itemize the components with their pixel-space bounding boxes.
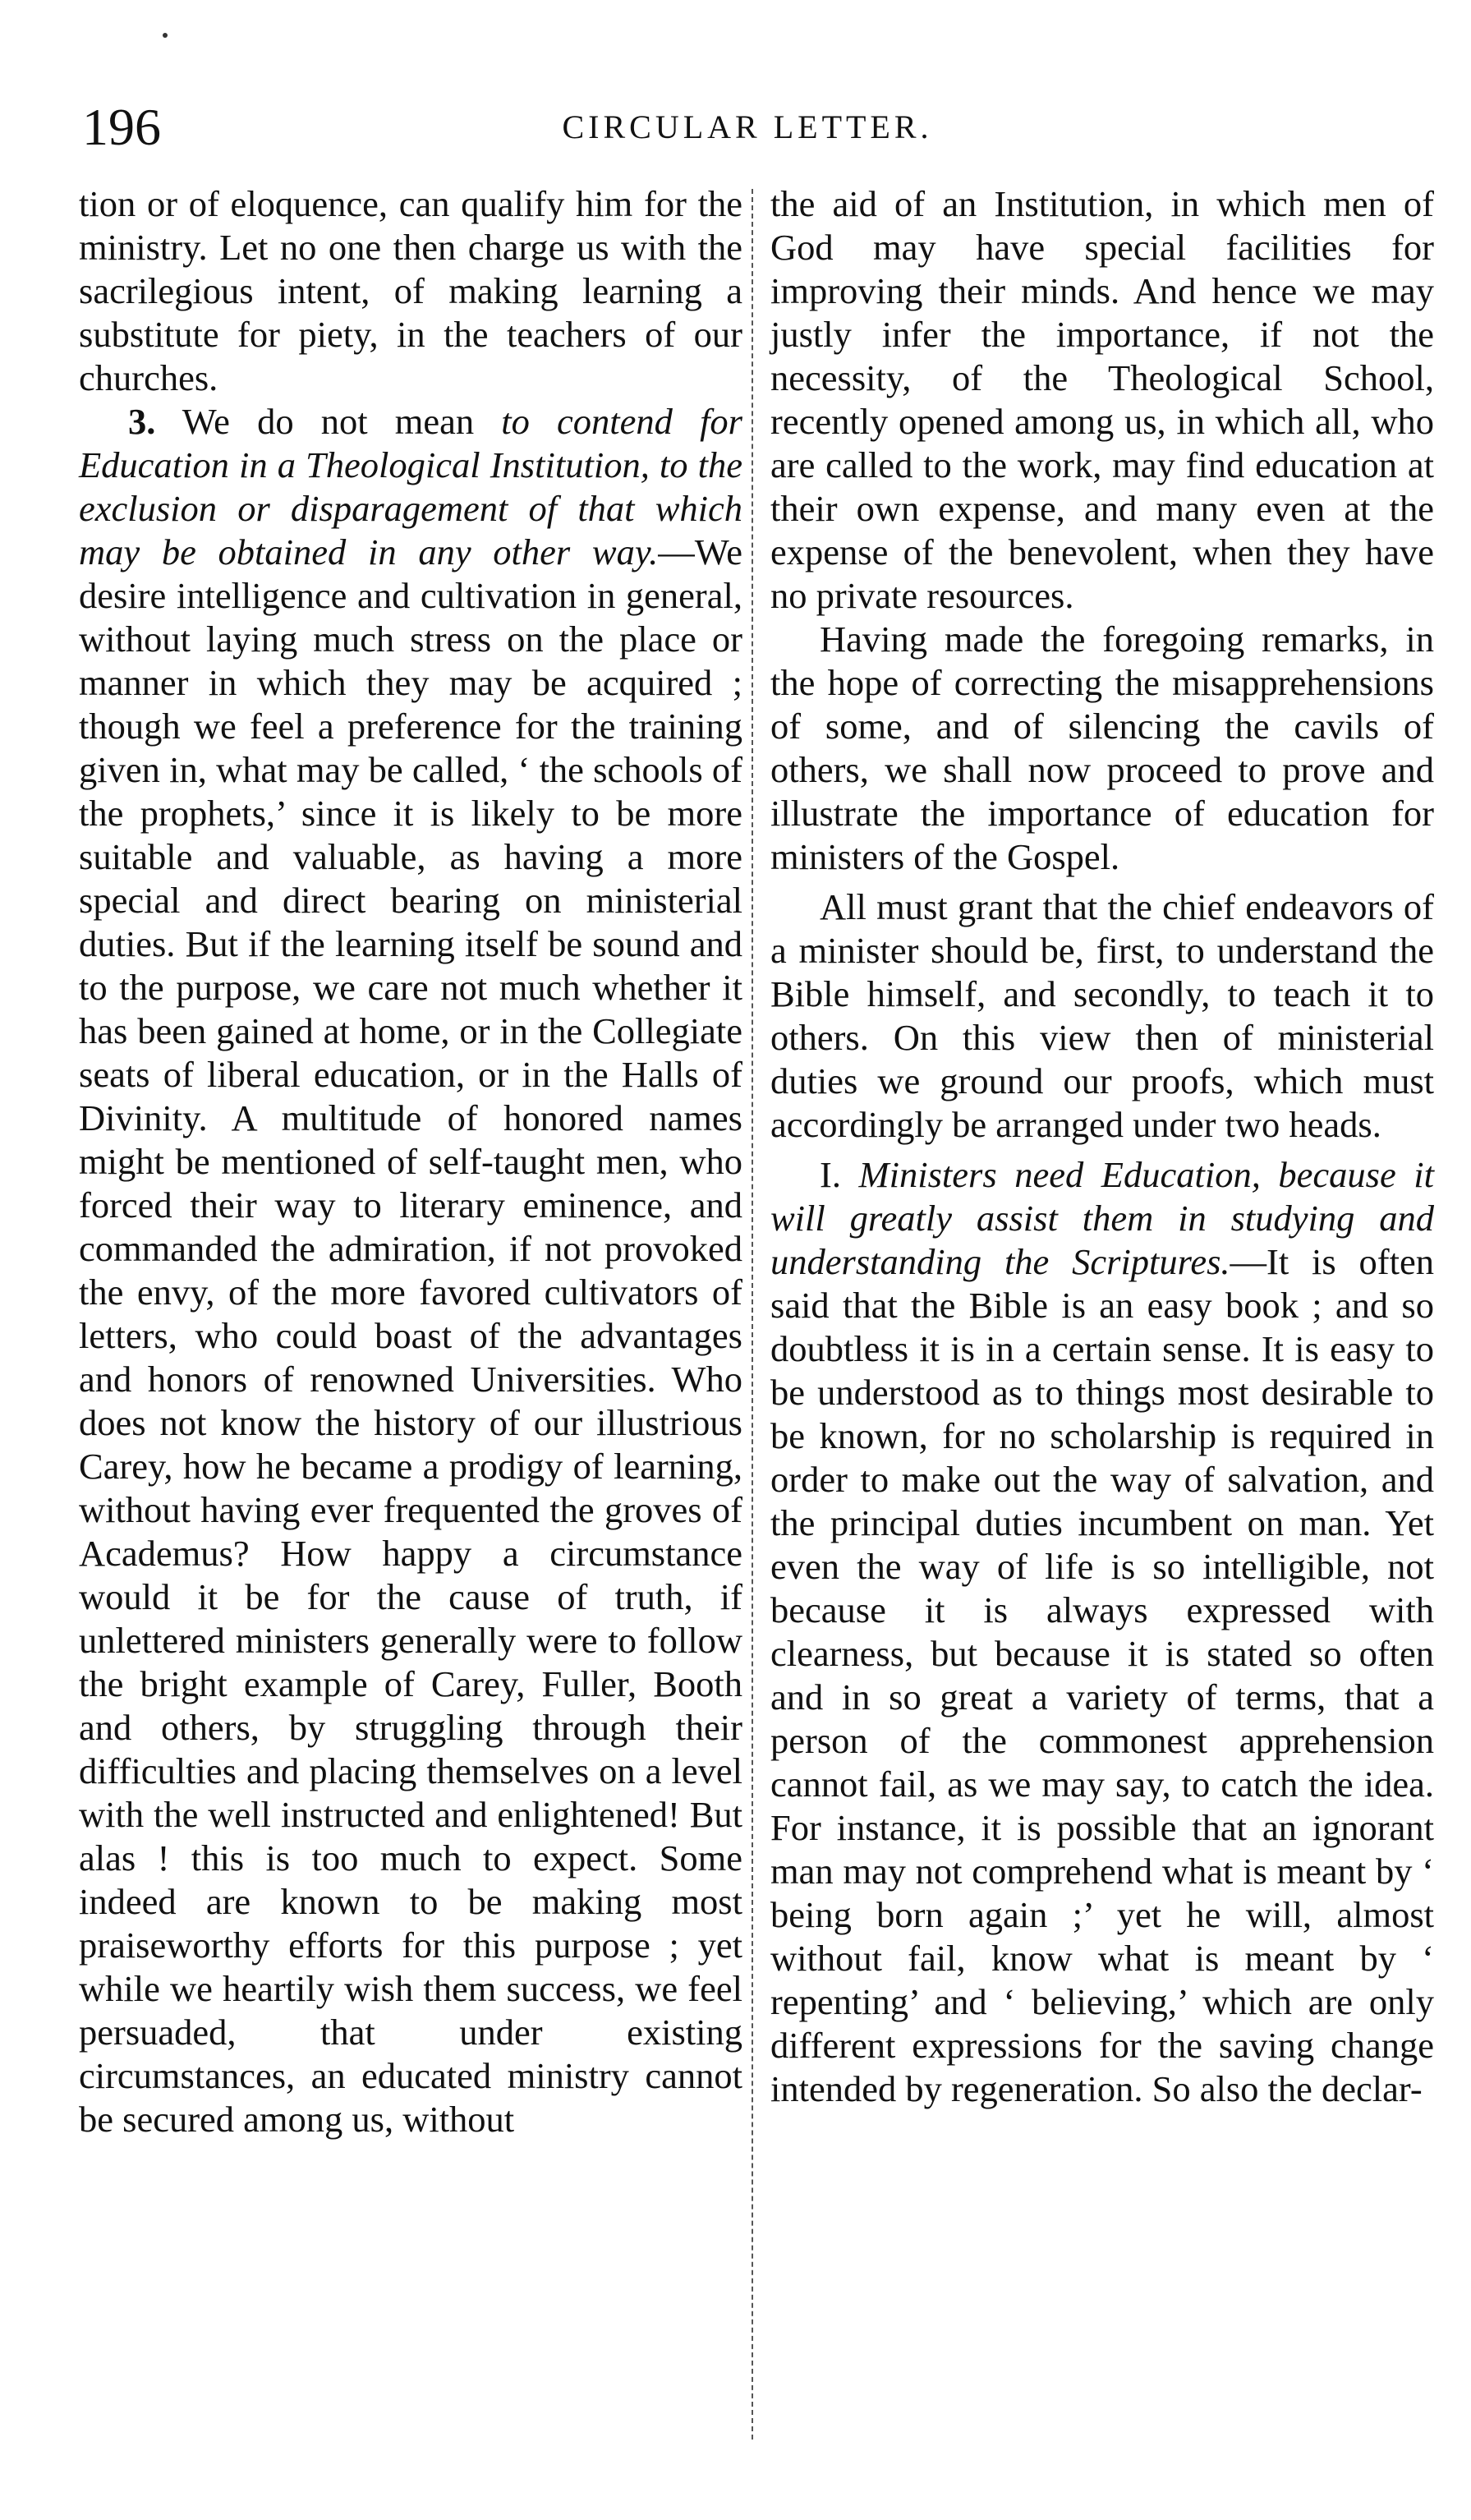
page-header	[82, 90, 1413, 164]
paragraph-body: —It is often said that the Bible is an easy book ; and so doubtless it is in a certain sense. It is easy to be understood as to things most desirable to be known, for no scholarship is required in order to make out the way of salvation, and the principal duties incumbent on man. Yet even the way of life is so intelligible, not because it is always expressed with clearness, but because it is stated so often and in so great a variety of terms, that a person of the commonest apprehension cannot fail, as we may say, to catch the idea. For instance, it is possible that an ignorant man may not comprehend what is meant by ‘ being born again ;’ yet he will, almost without fail, know what is meant by ‘ repenting’ and ‘ believing,’ which are only different expressions for the saving change intended by regeneration. So also the declar-	[770, 1241, 1434, 2109]
right-column	[770, 182, 1434, 2449]
column-divider	[752, 189, 753, 2440]
right-paragraph-4	[770, 1153, 1434, 2111]
paragraph-lead: We do not mean	[182, 401, 475, 442]
left-column	[79, 182, 742, 2449]
italic-thesis: to contend for Education in a Theological Institution, to the exclusion or disparagement of that which may be obtained in any other way.	[79, 401, 742, 573]
left-paragraph-1: tion or of eloquence, can qualify him for the ministry. Let no one then charge us with the sacrilegious intent, of making learning a substitute for piety, in the teachers of our churches.	[79, 183, 742, 398]
section-number: I.	[820, 1154, 841, 1195]
right-paragraph-2: Having made the foregoing remarks, in the hope of correcting the misapprehensions of some, and of silencing the cavils of others, we shall now proceed to prove and illustrate the importance of education for ministers of the Gospel.	[770, 619, 1434, 877]
left-paragraph-2	[79, 400, 742, 2141]
right-paragraph-3: All must grant that the chief endeavors of a minister should be, first, to understand the Bible himself, and secondly, to teach it to others. On this view then of ministerial duties we ground our proofs, which must accordingly be arranged under two heads.	[770, 886, 1434, 1145]
right-paragraph-1: the aid of an Institution, in which men of God may have special facilities for improving their minds. And hence we may justly infer the importance, if not the necessity, of the Theological School, recently opened among us, in which all, who are called to the work, may find education at their own expense, and many even at the expense of the benevolent, when they have no private resources.	[770, 183, 1434, 616]
ink-speck	[163, 33, 168, 38]
section-number: 3.	[128, 401, 156, 442]
running-head: CIRCULAR LETTER.	[562, 108, 933, 145]
page-number: 196	[82, 98, 161, 156]
italic-heading: Ministers need Education, because it will greatly assist them in studying and understanding the Scriptures.	[770, 1154, 1435, 1282]
paragraph-body: —We desire intelligence and cultivation in general, without laying much stress on the place or manner in which they may be acquired ; though we feel a preference for the training given in, what may be called, ‘ the schools of the prophets,’ since it is likely to be more suitable and valuable, as having a more special and direct bearing on ministerial duties. But if the learning itself be sound and to the purpose, we care not much whether it has been gained at home, or in the Collegiate seats of liberal education, or in the Halls of Divinity. A multitude of honored names might be mentioned of self-taught men, who forced their way to literary eminence, and commanded the admiration, if not provoked the envy, of the more favored cultivators of letters, who could boast of the advantages and honors of renowned Universities. Who does not know the history of our illustrious Carey, how he became a prodigy of learning, without having ever frequented the groves of Academus? How happy a circumstance would it be for the cause of truth, if unlettered ministers generally were to follow the bright example of Carey, Fuller, Booth and others, by struggling through their difficulties and placing themselves on a level with the well instructed and enlightened! But alas ! this is too much to expect. Some indeed are known to be making most praiseworthy efforts for this purpose ; yet while we heartily wish them success, we feel persuaded, that under existing circumstances, an educated ministry cannot be secured among us, without	[79, 531, 742, 2140]
